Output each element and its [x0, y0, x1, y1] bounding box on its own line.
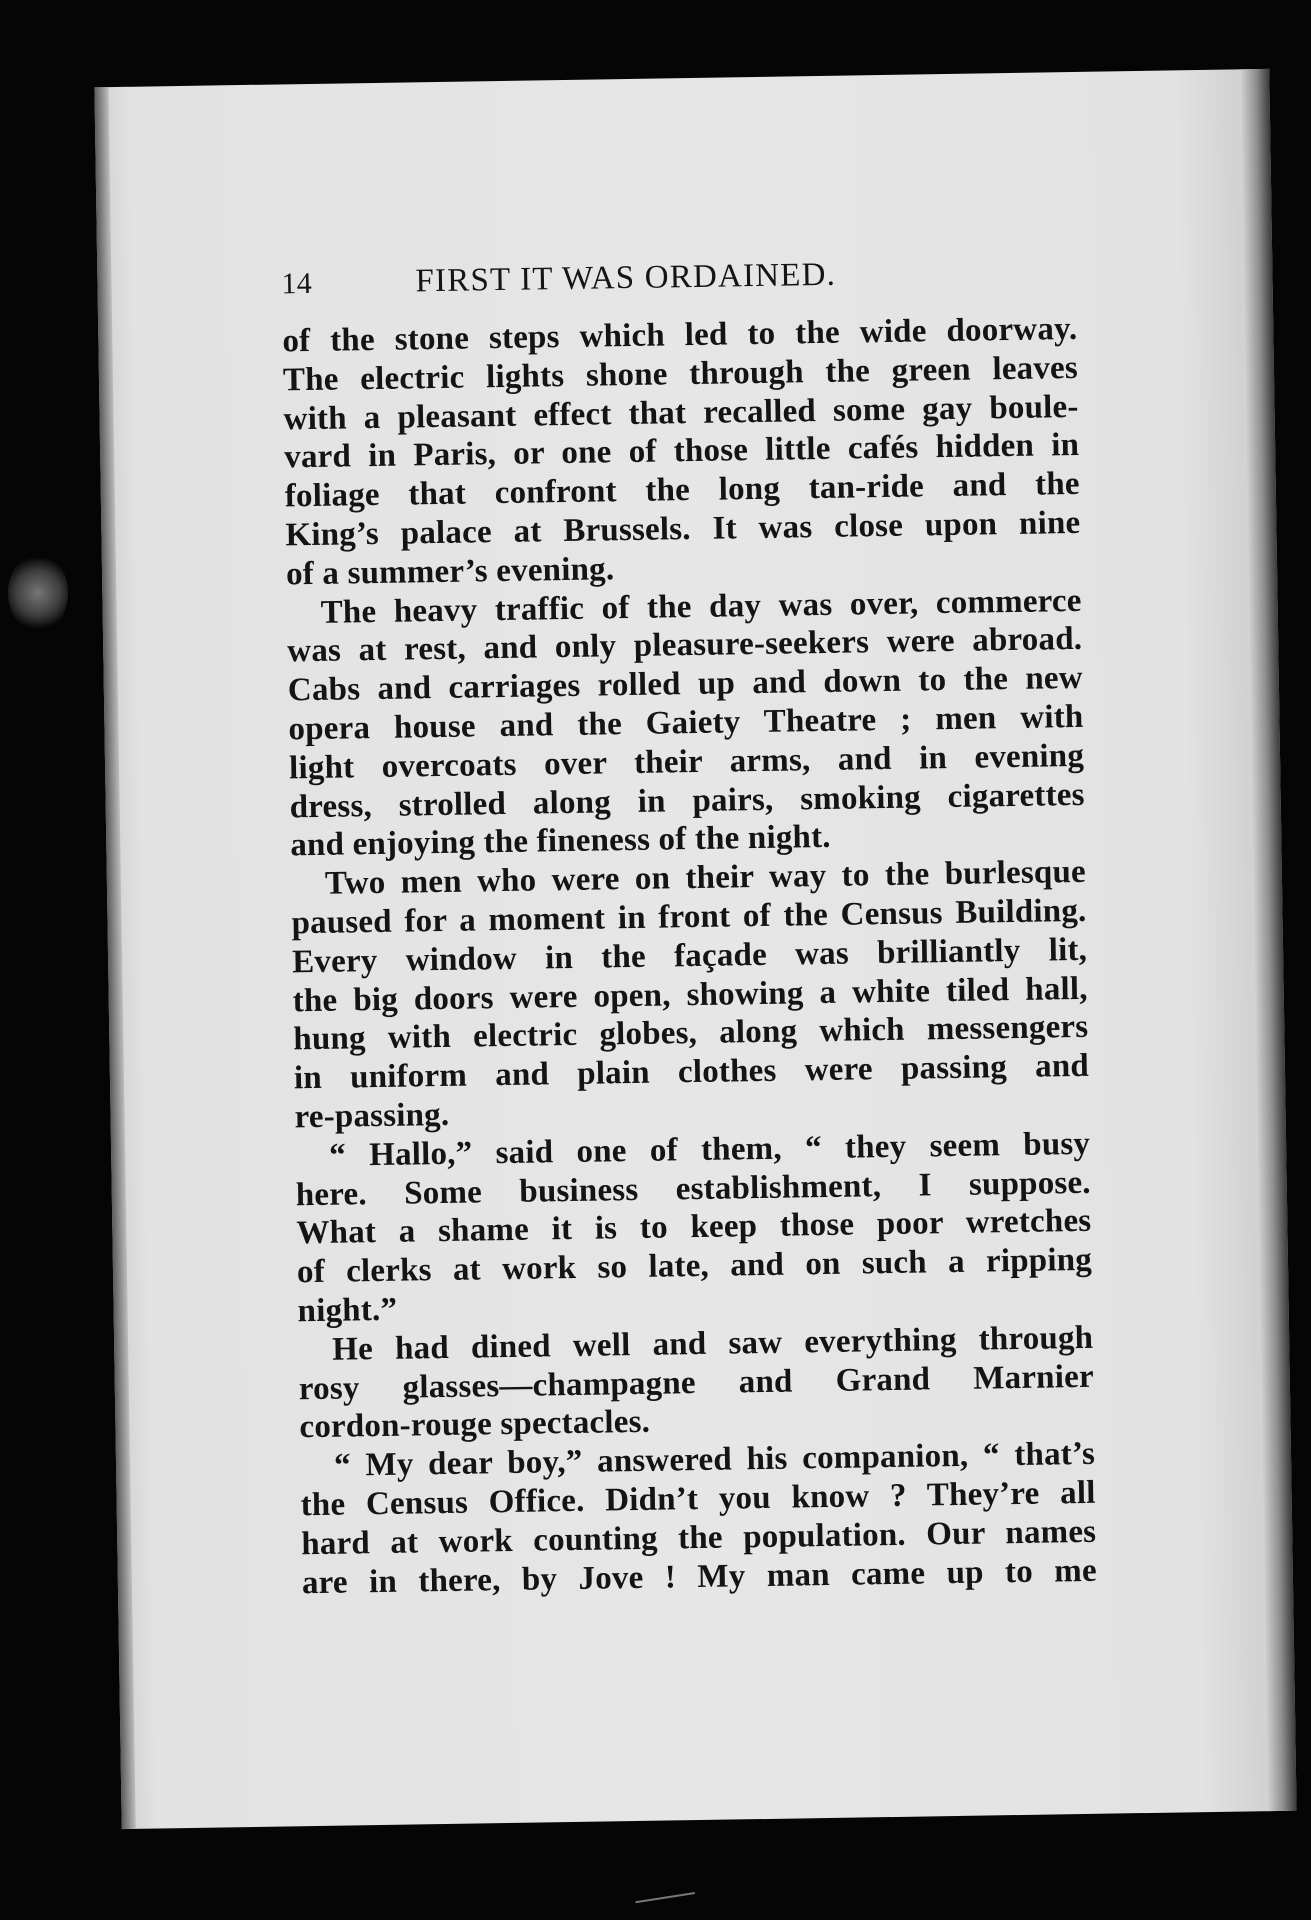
text-line: Cabs and carriages rolled up and down to the new: [287, 660, 1084, 709]
text-line: opera house and the Gaiety Theatre ; men with: [288, 698, 1084, 748]
text-line: in uniform and plain clothes were passing and: [293, 1047, 1090, 1097]
book-page: [94, 69, 1296, 1829]
text-line: Every window in the façade was brilliantly lit,: [291, 931, 1088, 981]
text-line: rosy glasses—champagne and Grand Marnier: [298, 1358, 1095, 1407]
text-line: The heavy traffic of the day was over, commerce: [320, 582, 1082, 631]
page-left-edge: [94, 87, 135, 1829]
text-line: of a summer’s evening.: [285, 551, 615, 593]
text-line: of clerks at work so late, and on such a ripping: [296, 1241, 1093, 1291]
page-number: 14: [281, 266, 313, 301]
text-line: vard in Paris, or one of those little cafés hidden in: [283, 427, 1080, 476]
text-line: are in there, by Jove ! My man came up to me: [301, 1552, 1098, 1601]
text-line: here. Some business establishment, I suppose.: [295, 1164, 1091, 1213]
binding-mark: [635, 1892, 696, 1913]
text-line: foliage that confront the long tan-ride and the: [284, 466, 1081, 515]
body-text: [282, 310, 1097, 1603]
text-line: re-passing.: [294, 1096, 450, 1136]
text-line: dress, strolled along in pairs, smoking cigarettes: [289, 776, 1085, 825]
text-line: King’s palace at Brussels. It was close upon nine: [285, 504, 1081, 554]
text-line: and enjoying the fineness of the night.: [290, 819, 831, 864]
running-title: FIRST IT WAS ORDAINED.: [415, 256, 837, 300]
margin-smudge: [8, 553, 68, 633]
text-line: the Census Office. Didn’t you know ? They’re all: [300, 1474, 1096, 1524]
text-line: He had dined well and saw everything through: [331, 1319, 1094, 1368]
text-line: “ My dear boy,” answered his companion, “ that’s: [333, 1435, 1096, 1484]
page-right-edge: [1239, 69, 1296, 1811]
text-line: with a pleasant effect that recalled some gay boule-: [283, 388, 1079, 437]
text-line: the big doors were open, showing a white tiled hall,: [292, 970, 1088, 1019]
page-text-block: [281, 252, 1097, 1603]
running-head: [281, 252, 1077, 314]
text-line: was at rest, and only pleasure-seekers were abroad.: [286, 621, 1083, 670]
text-line: Two men who were on their way to the burlesque: [324, 854, 1087, 902]
text-line: What a shame it is to keep those poor wretches: [296, 1203, 1092, 1252]
text-line: cordon-rouge spectacles.: [299, 1404, 651, 1446]
text-line: of the stone steps which led to the wide doorway.: [282, 310, 1078, 360]
text-line: hard at work counting the population. Our names: [301, 1513, 1097, 1562]
text-line: hung with electric globes, along which messengers: [293, 1009, 1089, 1058]
text-line: paused for a moment in front of the Census Building.: [291, 892, 1087, 942]
text-line: The electric lights shone through the green leaves: [282, 349, 1079, 399]
text-line: “ Hallo,” said one of them, “ they seem busy: [328, 1125, 1091, 1174]
text-line: light overcoats over their arms, and in evening: [288, 737, 1085, 787]
text-line: night.”: [297, 1291, 398, 1330]
